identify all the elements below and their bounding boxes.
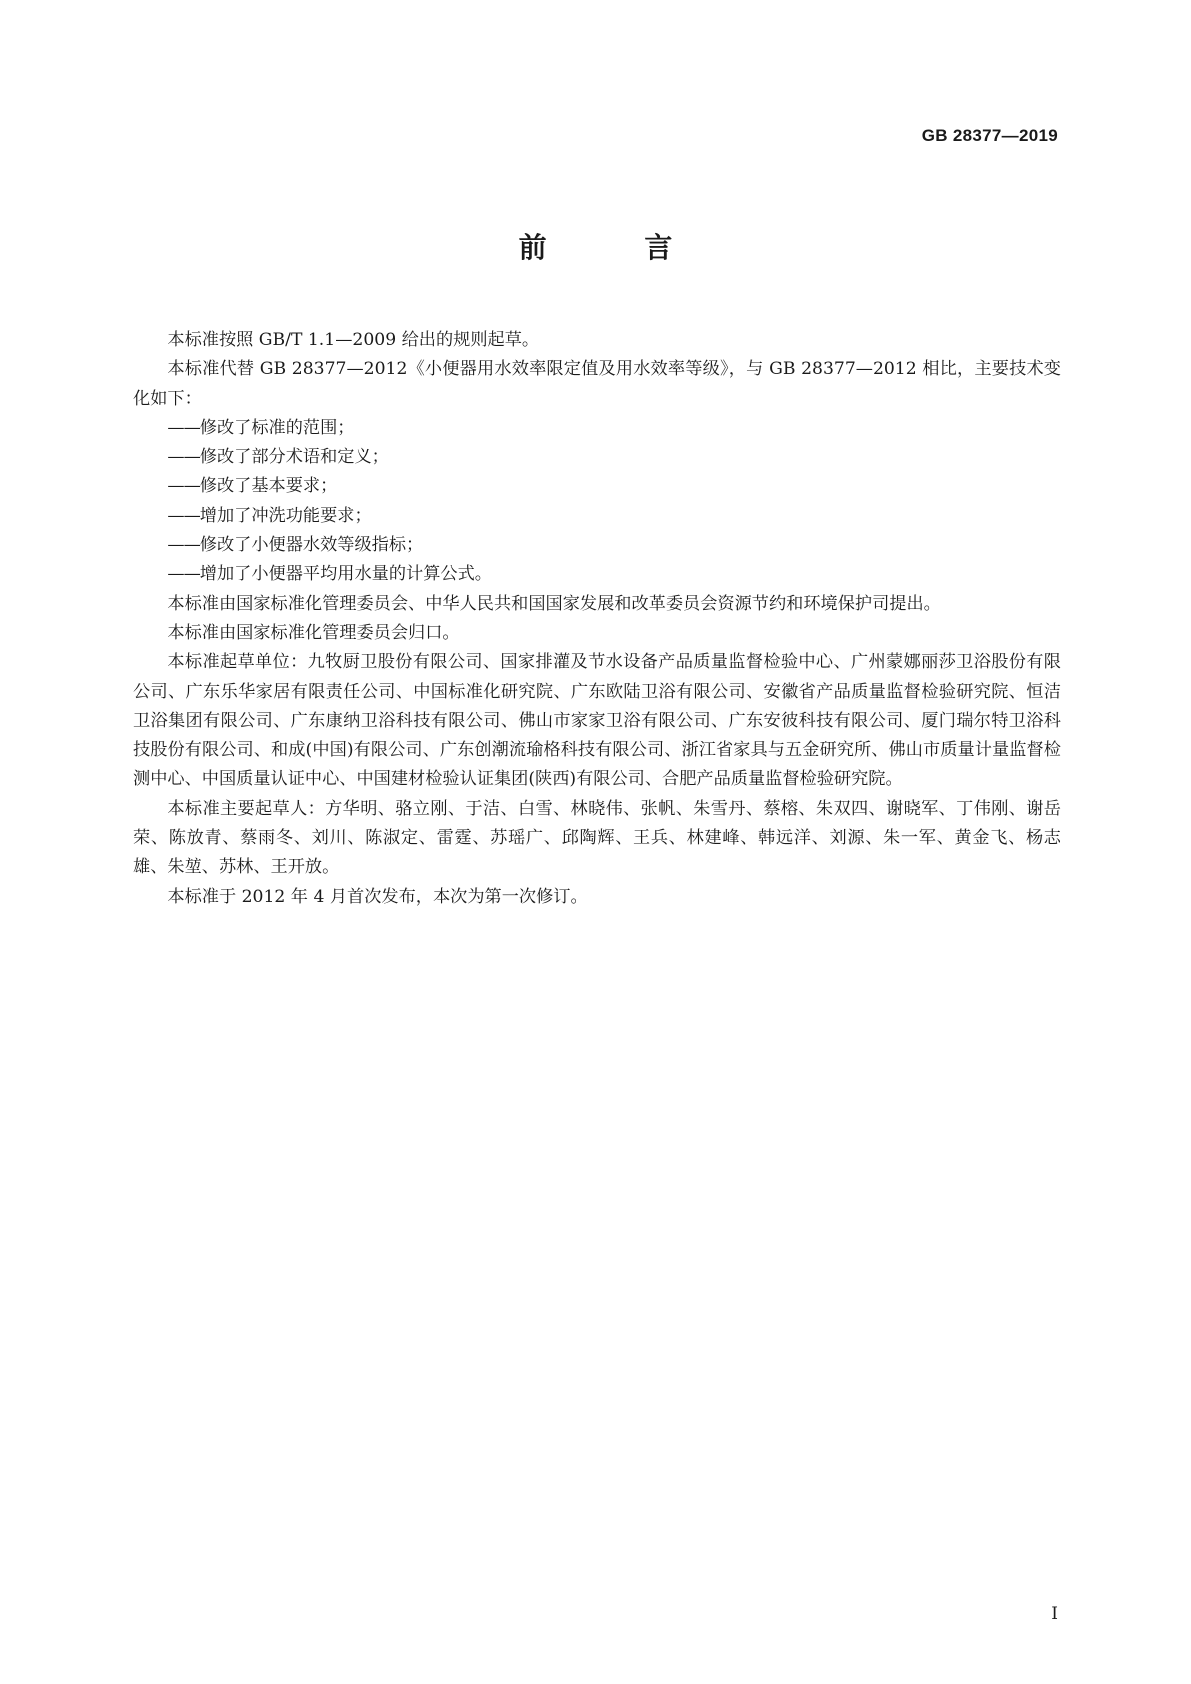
list-item xyxy=(133,443,1061,472)
dash-marker: —— xyxy=(167,564,200,585)
dash-marker: —— xyxy=(167,535,200,556)
paragraph-centralized-by: 本标准由国家标准化管理委员会归口。 xyxy=(167,622,460,643)
paragraph-proposed-by: 本标准由国家标准化管理委员会、中华人民共和国国家发展和改革委员会资源节约和环境保护司提出。 xyxy=(167,593,941,614)
list-item xyxy=(133,414,1061,443)
paragraph-drafters: 本标准主要起草人：方华明、骆立刚、于洁、白雪、林晓伟、张帆、朱雪丹、蔡榕、朱双四、谢晓军、丁伟刚、谢岳荣、陈放青、蔡雨冬、刘川、陈淑定、雷霆、苏瑶广、邱陶辉、王兵、林建峰、韩远洋、刘源、朱一军、黄金飞、杨志雄、朱堃、苏林、王开放。 xyxy=(133,798,1061,878)
dash-marker: —— xyxy=(167,417,200,438)
page-title: 前 言 xyxy=(518,231,717,264)
list-item xyxy=(133,560,1061,589)
paragraph-drafting-units: 本标准起草单位：九牧厨卫股份有限公司、国家排灌及节水设备产品质量监督检验中心、广州蒙娜丽莎卫浴股份有限公司、广东乐华家居有限责任公司、中国标准化研究院、广东欧陆卫浴有限公司、安徽省产品质量监督检验研究院、恒洁卫浴集团有限公司、广东康纳卫浴科技有限公司、佛山市家家卫浴有限公司、广东安彼科技有限公司、厦门瑞尔特卫浴科技股份有限公司、和成(中国)有限公司、广东创潮流瑜格科技有限公司、浙江省家具与五金研究所、佛山市质量计量监督检测中心、中国质量认证中心、中国建材检验认证集团(陕西)有限公司、合肥产品质量监督检验研究院。 xyxy=(133,652,1061,790)
dash-marker: —— xyxy=(167,505,200,526)
page-number: I xyxy=(1051,1604,1058,1624)
paragraph-replacement: 本标准代替 GB 28377—2012《小便器用水效率限定值及用水效率等级》，与 GB 28377—2012 相比，主要技术变化如下： xyxy=(133,359,1061,409)
list-item xyxy=(133,472,1061,501)
dash-marker: —— xyxy=(167,476,200,497)
changes-list xyxy=(133,414,1061,590)
list-item-text: 修改了小便器水效等级指标； xyxy=(199,535,424,556)
list-item-text: 修改了部分术语和定义； xyxy=(199,447,389,468)
list-item-text: 修改了基本要求； xyxy=(199,476,338,497)
paragraph-drafting-rule: 本标准按照 GB/T 1.1—2009 给出的规则起草。 xyxy=(167,330,540,350)
list-item-text: 修改了标准的范围； xyxy=(199,417,355,438)
list-item xyxy=(133,502,1061,531)
list-item-text: 增加了小便器平均用水量的计算公式。 xyxy=(199,564,492,585)
standard-code: GB 28377—2019 xyxy=(921,126,1058,145)
list-item xyxy=(133,531,1061,560)
document-body xyxy=(133,326,1061,912)
paragraph-history: 本标准于 2012 年 4 月首次发布，本次为第一次修订。 xyxy=(167,886,588,907)
dash-marker: —— xyxy=(167,447,200,468)
list-item-text: 增加了冲洗功能要求； xyxy=(199,505,372,526)
